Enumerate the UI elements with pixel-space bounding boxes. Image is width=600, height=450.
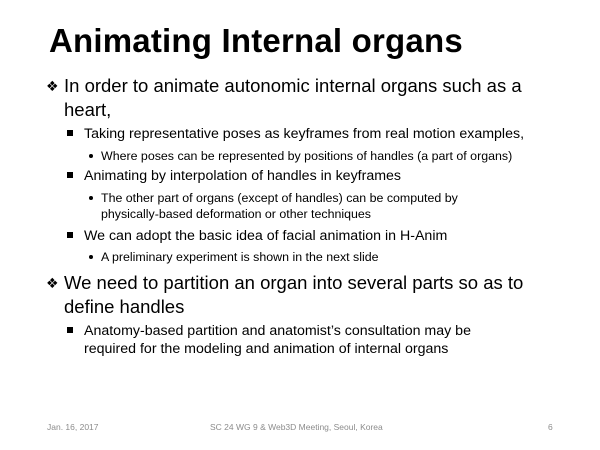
level2-bullet-2-text: Animating by interpolation of handles in keyframes xyxy=(84,168,402,184)
level2-bullet-4-line2: required for the modeling and animation of internal organs xyxy=(84,341,449,357)
level3-bullet-1-text: Where poses can be represented by positions of handles (a part of organs) xyxy=(101,149,513,163)
diamond-bullet-icon: ❖ xyxy=(46,78,59,94)
square-bullet-icon xyxy=(67,130,73,136)
level2-bullet-4 xyxy=(67,322,577,358)
footer-page-number: 6 xyxy=(548,422,553,432)
level2-bullet-2 xyxy=(67,167,577,185)
level3-bullet-3-text: A preliminary experiment is shown in the next slide xyxy=(101,250,379,264)
level3-bullet-2-line1: The other part of organs (except of handles) can be computed by xyxy=(101,191,458,205)
square-bullet-icon xyxy=(67,327,73,333)
level3-bullet-2-line2: physically-based deformation or other techniques xyxy=(101,207,371,221)
level1-bullet-2-line2: define handles xyxy=(64,296,185,317)
level1-bullet-1 xyxy=(46,74,566,121)
level1-bullet-2-line1: We need to partition an organ into several parts so as to xyxy=(64,272,524,293)
level2-bullet-1-text: Taking representative poses as keyframes from real motion examples, xyxy=(84,126,525,142)
level2-bullet-3-text: We can adopt the basic idea of facial animation in H-Anim xyxy=(84,228,448,244)
square-bullet-icon xyxy=(67,232,73,238)
level2-bullet-3 xyxy=(67,227,577,245)
footer-meeting: SC 24 WG 9 & Web3D Meeting, Seoul, Korea xyxy=(210,422,383,432)
diamond-bullet-icon: ❖ xyxy=(46,275,59,291)
level3-bullet-1 xyxy=(89,148,569,164)
dot-bullet-icon xyxy=(89,255,93,259)
level1-bullet-1-line2: heart, xyxy=(64,99,112,120)
level3-bullet-3 xyxy=(89,249,569,265)
dot-bullet-icon xyxy=(89,196,93,200)
level2-bullet-1 xyxy=(67,125,577,143)
slide-title: Animating Internal organs xyxy=(49,22,463,59)
level1-bullet-1-line1: In order to animate autonomic internal organs such as a xyxy=(64,75,522,96)
level1-bullet-2 xyxy=(46,271,566,318)
level3-bullet-2 xyxy=(89,190,569,222)
square-bullet-icon xyxy=(67,172,73,178)
footer-date: Jan. 16, 2017 xyxy=(47,422,99,432)
level2-bullet-4-line1: Anatomy-based partition and anatomist’s consultation may be xyxy=(84,323,471,339)
dot-bullet-icon xyxy=(89,154,93,158)
